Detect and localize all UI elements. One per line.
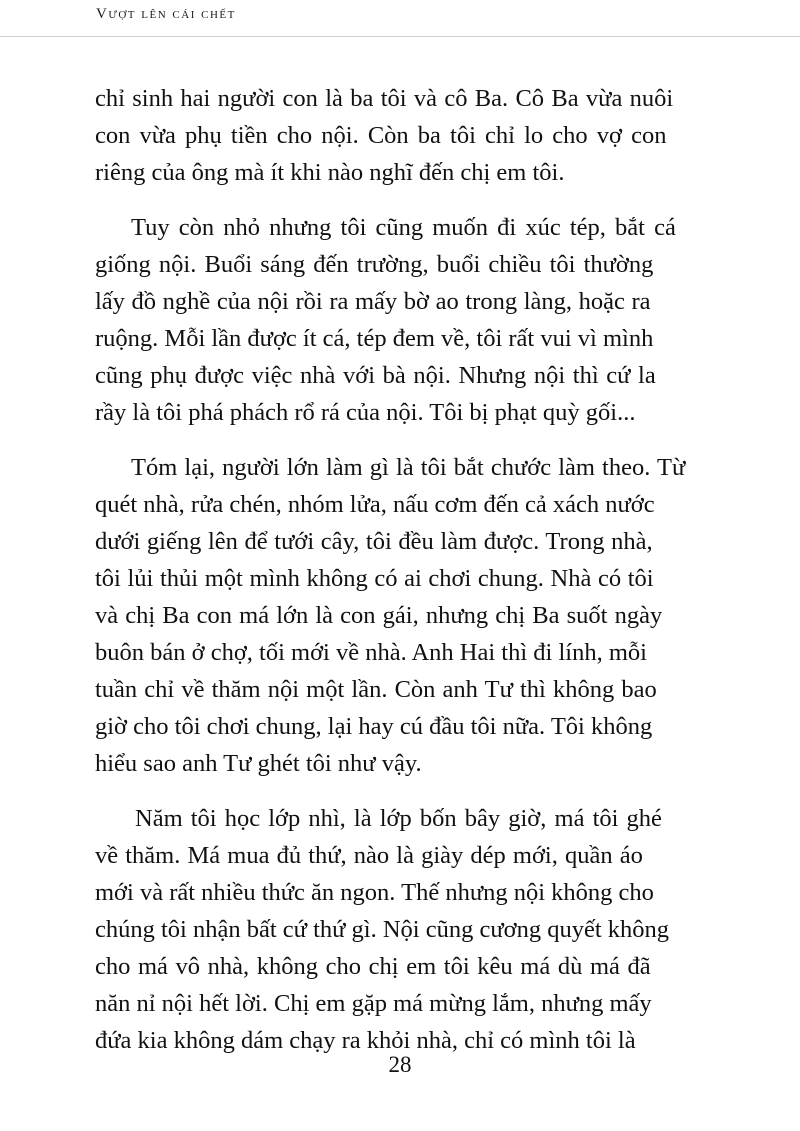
text-line: hiểu sao anh Tư ghét tôi như vậy. (95, 750, 422, 777)
paragraph-4 (95, 800, 720, 1059)
text-line: chúng tôi nhận bất cứ thứ gì. Nội cũng cương quyết không (95, 916, 670, 943)
text-line: Tuy còn nhỏ nhưng tôi cũng muốn đi xúc tép, bắt cá (131, 214, 676, 241)
text-line: mới và rất nhiều thức ăn ngon. Thế nhưng nội không cho (95, 879, 654, 906)
text-line: quét nhà, rửa chén, nhóm lửa, nấu cơm đến cả xách nước (95, 491, 655, 518)
text-line: giờ cho tôi chơi chung, lại hay cú đầu tôi nữa. Tôi không (95, 713, 653, 740)
paragraph-1 (95, 80, 720, 191)
text-line: dưới giếng lên để tưới cây, tôi đều làm được. Trong nhà, (95, 528, 653, 555)
text-line: riêng của ông mà ít khi nào nghĩ đến chị em tôi. (95, 159, 565, 186)
running-head-title: Vượt lên cái chết (96, 6, 236, 22)
text-line: con vừa phụ tiền cho nội. Còn ba tôi chỉ lo cho vợ con (95, 122, 667, 149)
text-line: giống nội. Buổi sáng đến trường, buổi chiều tôi thường (95, 251, 654, 278)
text-line: cũng phụ được việc nhà với bà nội. Nhưng nội thì cứ la (95, 362, 656, 389)
text-line: buôn bán ở chợ, tối mới về nhà. Anh Hai thì đi lính, mỗi (95, 639, 647, 666)
text-line: về thăm. Má mua đủ thứ, nào là giày dép mới, quần áo (95, 842, 643, 869)
text-line: ruộng. Mỗi lần được ít cá, tép đem về, tôi rất vui vì mình (95, 325, 654, 352)
page-number: 28 (388, 1052, 412, 1077)
paragraph-3 (95, 449, 720, 782)
text-line: cho má vô nhà, không cho chị em tôi kêu má dù má đã (95, 953, 651, 980)
header-divider (0, 36, 800, 37)
text-line: năn nỉ nội hết lời. Chị em gặp má mừng lắm, nhưng mấy (95, 990, 652, 1017)
page-body (95, 80, 720, 1077)
text-line: tôi lủi thủi một mình không có ai chơi chung. Nhà có tôi (95, 565, 654, 592)
text-line: Năm tôi học lớp nhì, là lớp bốn bây giờ, má tôi ghé (135, 805, 662, 832)
text-line: tuần chỉ về thăm nội một lần. Còn anh Tư thì không bao (95, 676, 657, 703)
text-line: lấy đồ nghề của nội rồi ra mấy bờ ao trong làng, hoặc ra (95, 288, 651, 315)
text-line: chỉ sinh hai người con là ba tôi và cô Ba. Cô Ba vừa nuôi (95, 85, 674, 112)
paragraph-2 (95, 209, 720, 431)
text-line: đứa kia không dám chạy ra khỏi nhà, chỉ có mình tôi là (95, 1027, 636, 1054)
text-line: và chị Ba con má lớn là con gái, nhưng chị Ba suốt ngày (95, 602, 663, 629)
text-line: Tóm lại, người lớn làm gì là tôi bắt chước làm theo. Từ (131, 454, 686, 481)
text-line: rầy là tôi phá phách rổ rá của nội. Tôi bị phạt quỳ gối... (95, 399, 636, 426)
